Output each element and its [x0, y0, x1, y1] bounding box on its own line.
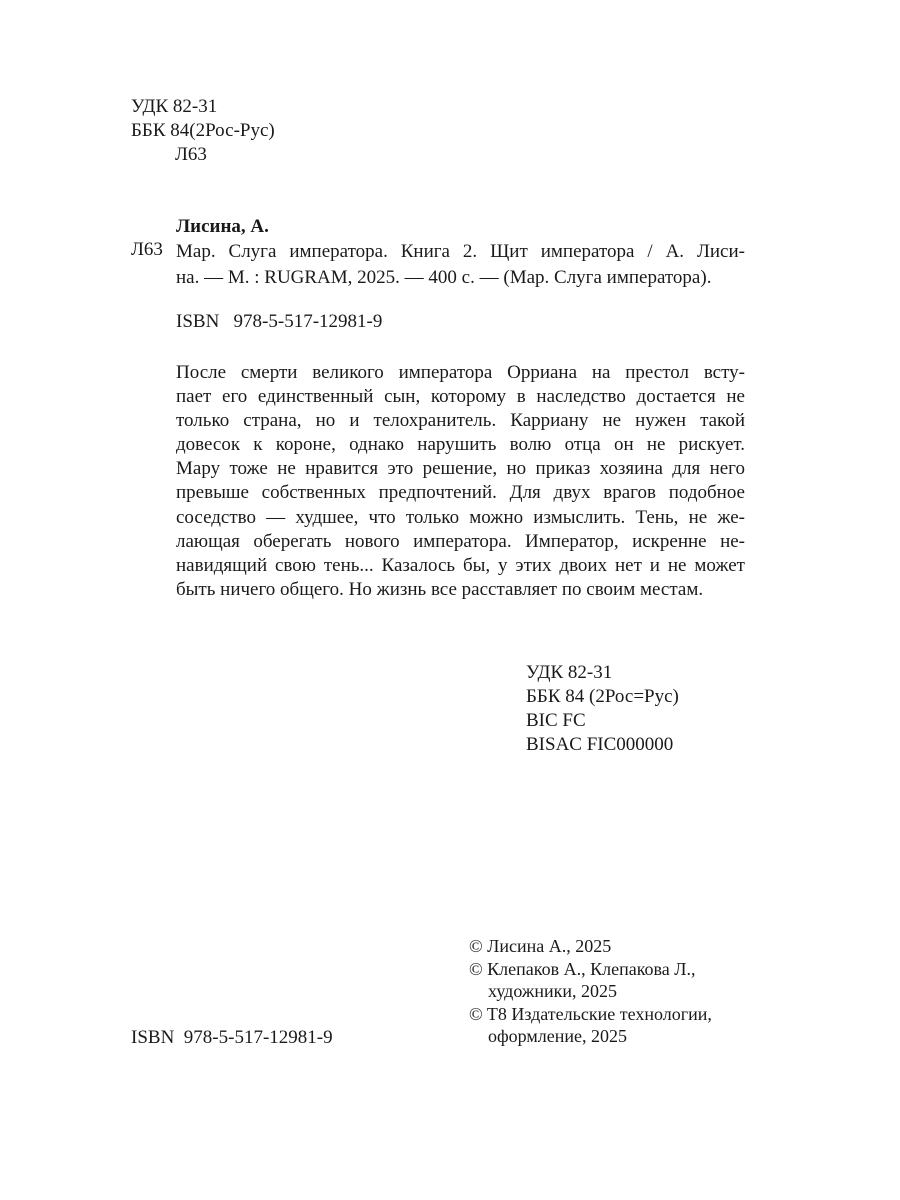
author-mark-code: Л63 — [175, 144, 207, 165]
top-classification-codes — [131, 95, 275, 167]
bibliographic-description — [176, 239, 745, 291]
annotation-line: превыше собственных предпочтений. Для двух врагов подобное — [176, 482, 745, 504]
annotation-line: довесок к короне, однако нарушить волю отца он не рискует. — [176, 434, 745, 456]
biblio-line: Мар. Слуга императора. Книга 2. Щит императора / А. Лиси- — [176, 241, 745, 262]
annotation-line: навидящий свою тень... Казалось бы, у этих двоих нет и не может — [176, 554, 745, 576]
annotation-line: После смерти великого императора Орриана на престол всту- — [176, 362, 745, 383]
copyright-design-role: оформление, 2025 — [488, 1026, 628, 1046]
bbk-code: ББК 84 (2Рос=Рус) — [526, 686, 679, 707]
isbn-main: ISBN 978-5-517-12981-9 — [176, 311, 383, 332]
udk-code: УДК 82-31 — [526, 662, 613, 683]
author-mark: Л63 — [131, 239, 163, 260]
bic-code: BIC FC — [526, 710, 586, 731]
annotation — [176, 361, 745, 602]
biblio-line: на. — М. : RUGRAM, 2025. — 400 с. — (Мар. Слуга императора). — [176, 267, 712, 288]
annotation-line: Мару тоже не нравится это решение, но приказ хозяина для него — [176, 458, 745, 480]
udk-code: УДК 82-31 — [131, 96, 218, 117]
bisac-code: BISAC FIC000000 — [526, 734, 674, 755]
bbk-code: ББК 84(2Рос-Рус) — [131, 120, 275, 141]
annotation-line: лающая оберегать нового императора. Император, искренне не- — [176, 530, 745, 552]
copyright-artists: © Клепаков А., Клепакова Л., — [469, 958, 696, 979]
annotation-line: только страна, но и телохранитель. Карриану не нужен такой — [176, 410, 745, 432]
copyright-design: © T8 Издательские технологии, — [469, 1003, 712, 1024]
author-name: Лисина, А. — [176, 216, 269, 237]
annotation-line: быть ничего общего. Но жизнь все расставляет по своим местам. — [176, 578, 704, 600]
copyright-artists-role: художники, 2025 — [488, 981, 617, 1001]
copyright-author: © Лисина А., 2025 — [469, 936, 612, 956]
copyright-block — [469, 935, 712, 1048]
annotation-line: соседство — худшее, что только можно измыслить. Тень, не же- — [176, 506, 745, 528]
annotation-line: пает его единственный сын, которому в наследство достается не — [176, 386, 745, 408]
classification-codes — [526, 661, 679, 757]
isbn-bottom: ISBN 978-5-517-12981-9 — [131, 1027, 333, 1048]
